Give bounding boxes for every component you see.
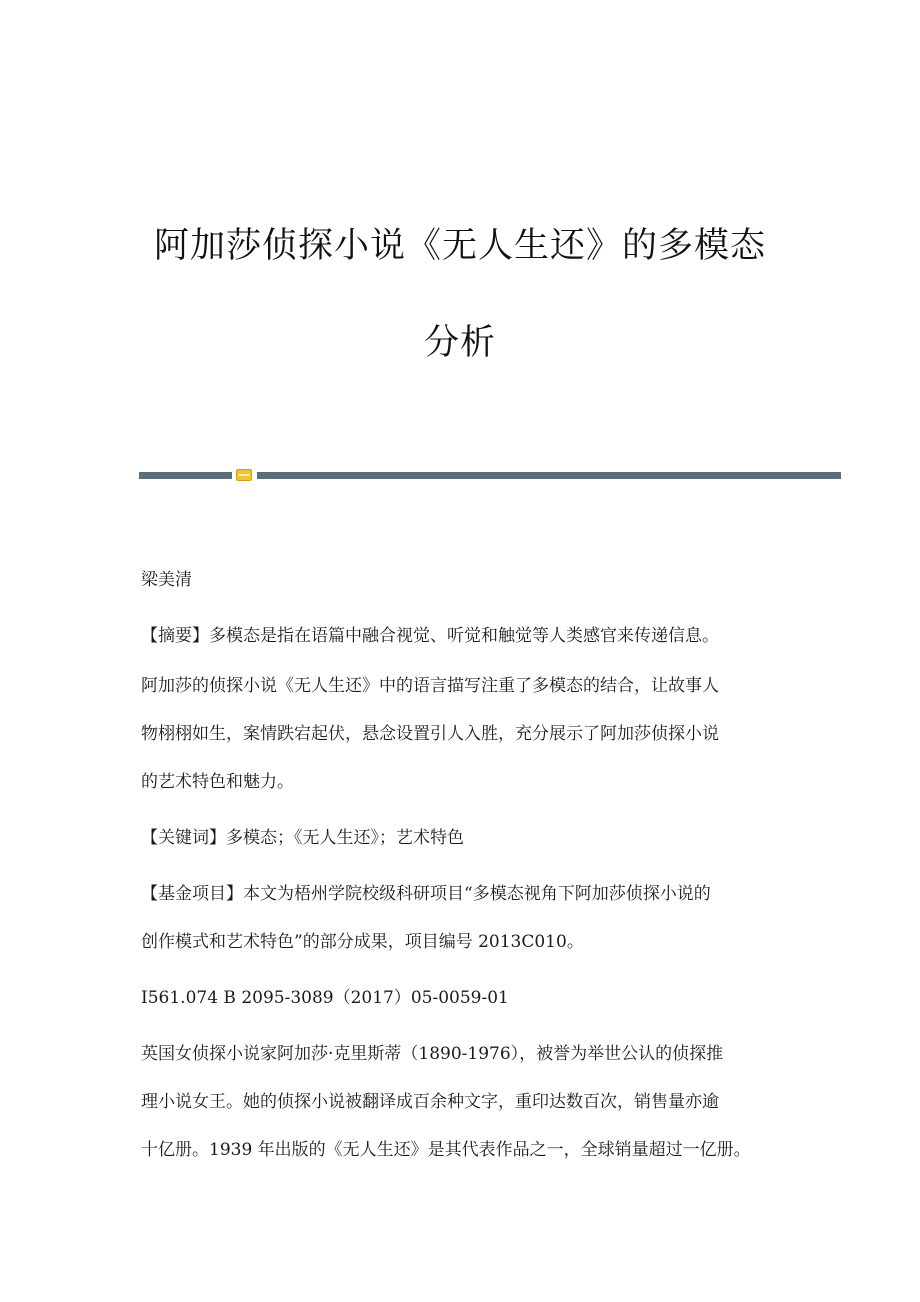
abstract-line: 【摘要】多模态是指在语篇中融合视觉、听觉和触觉等人类感官来传递信息。 <box>141 626 719 646</box>
divider-bar-left <box>139 472 232 479</box>
divider-bar-right <box>257 472 841 479</box>
abstract-line: 的艺术特色和魅力。 <box>141 772 294 792</box>
document-title-line-1: 阿加莎侦探小说《无人生还》的多模态 <box>153 226 766 266</box>
fund-line: 创作模式和艺术特色”的部分成果，项目编号 2013C010。 <box>141 932 584 952</box>
body-line: 理小说女王。她的侦探小说被翻译成百余种文字，重印达数百次，销售量亦逾 <box>141 1092 719 1112</box>
author-name: 梁美清 <box>141 570 192 590</box>
document-title-line-2: 分析 <box>423 323 496 363</box>
decorative-divider <box>139 468 841 482</box>
abstract-line: 阿加莎的侦探小说《无人生还》中的语言描写注重了多模态的结合，让故事人 <box>141 676 719 696</box>
fund-line: 【基金项目】本文为梧州学院校级科研项目“多模态视角下阿加莎侦探小说的 <box>141 884 711 904</box>
body-line: 英国女侦探小说家阿加莎·克里斯蒂（1890-1976），被誉为举世公认的侦探推 <box>141 1044 724 1064</box>
body-line: 十亿册。1939 年出版的《无人生还》是其代表作品之一，全球销量超过一亿册。 <box>141 1140 751 1160</box>
classification-line: I561.074 B 2095-3089（2017）05-0059-01 <box>141 988 509 1008</box>
abstract-line: 物栩栩如生，案情跌宕起伏，悬念设置引人入胜，充分展示了阿加莎侦探小说 <box>141 724 719 744</box>
divider-mark-icon <box>236 469 252 481</box>
keywords-line: 【关键词】多模态；《无人生还》；艺术特色 <box>141 828 464 848</box>
